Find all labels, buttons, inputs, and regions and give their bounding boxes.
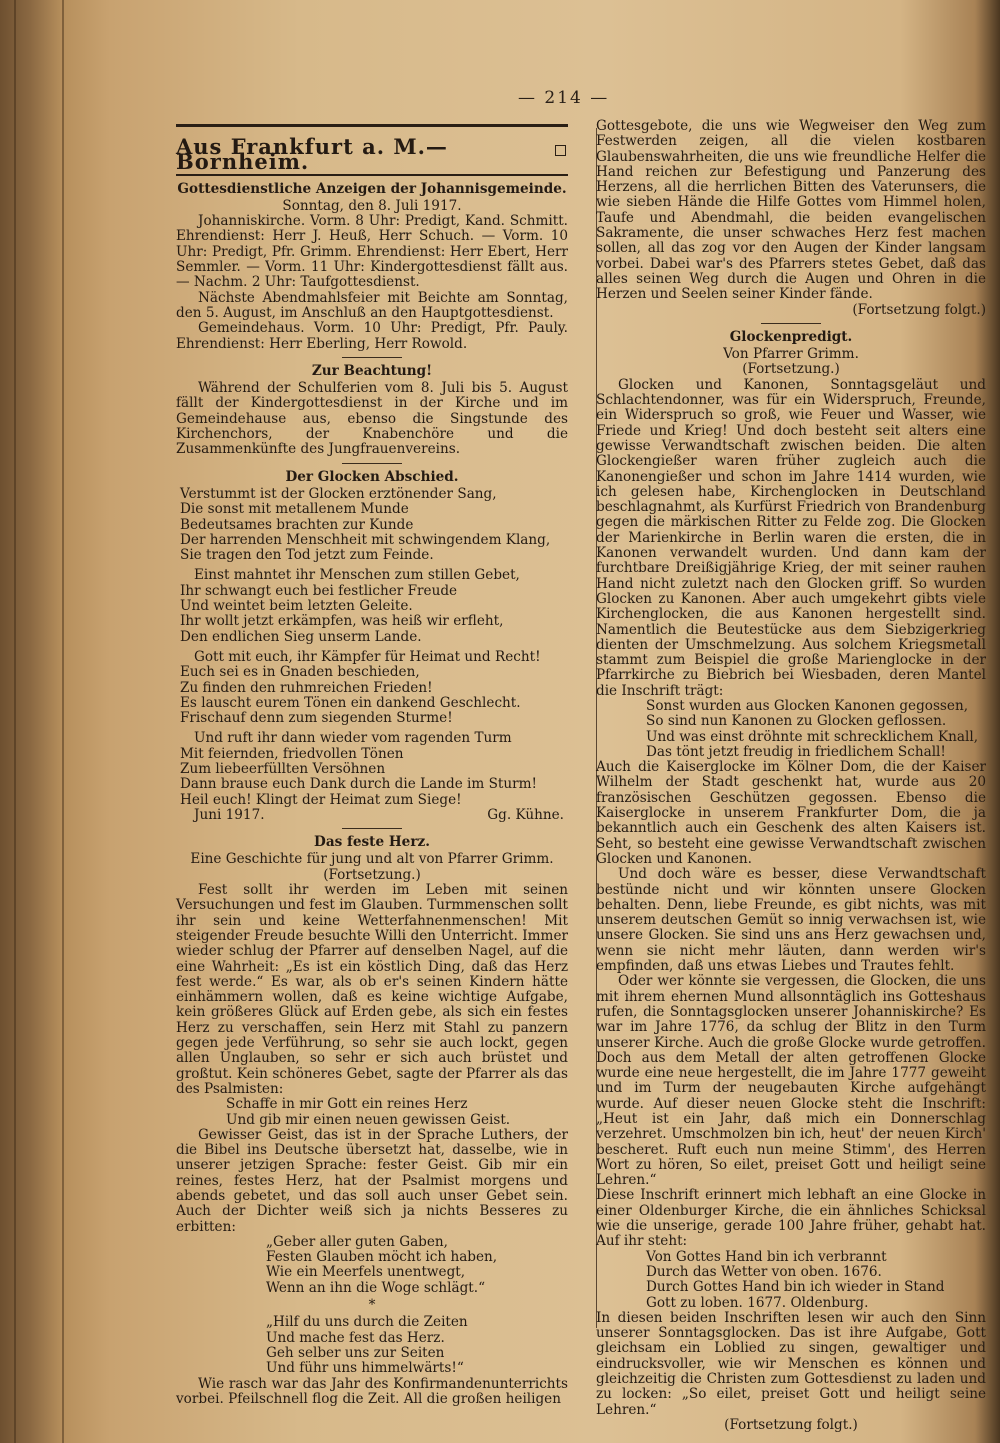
continuation-note: (Fortsetzung folgt.) bbox=[724, 1416, 858, 1433]
right-column bbox=[596, 119, 986, 1433]
quote-line: Und mache fest das Herz. bbox=[266, 1329, 445, 1346]
page bbox=[118, 40, 988, 1433]
quote-line: Sonst wurden aus Glocken Kanonen gegossen, bbox=[646, 697, 969, 714]
quote-line: Das tönt jetzt freudig in friedlichem Schall! bbox=[646, 743, 946, 760]
story-subtitle: Eine Geschichte für jung und alt von Pfarrer Grimm. bbox=[190, 851, 554, 868]
poem-line: Und ruft ihr dann wieder vom ragenden Turm bbox=[194, 730, 512, 747]
story-continuation: (Fortsetzung.) bbox=[323, 866, 421, 883]
separator bbox=[761, 323, 821, 324]
quote-line: Und was einst dröhnte mit schrecklichem Knall, bbox=[646, 728, 979, 745]
star-separator: * bbox=[368, 1297, 376, 1314]
poem-line: Verstummt ist der Glocken erztönender Sang, bbox=[180, 485, 497, 502]
quote-line: „Geber aller guten Gaben, bbox=[266, 1233, 449, 1250]
poem-stanza bbox=[176, 568, 568, 644]
section-title: Aus Frankfurt a. M.—Bornheim. bbox=[176, 139, 568, 170]
quote-line: Durch Gottes Hand bin ich wieder in Stand bbox=[646, 1279, 945, 1296]
poem-line: Den endlichen Sieg unserm Lande. bbox=[180, 628, 422, 645]
poem-line: Dann brause euch Dank durch die Lande im Sturm! bbox=[180, 776, 537, 793]
poem-stanza bbox=[176, 650, 568, 726]
sermon-paragraph: Diese Inschrift erinnert mich lebhaft an eine Glocke in einer Oldenburger Kirche, die ein ähnliches Schicksal wie die unserige, gerade 100 Jahre früher, gehabt hat. Auf ihr steht: bbox=[596, 1187, 986, 1250]
notice-abendmahl: Nächste Abendmahlsfeier mit Beichte am Sonntag, den 5. August, im Anschluß an den Hauptgottesdienst. bbox=[176, 289, 568, 321]
poem-line: Heil euch! Klingt der Heimat zum Siege! bbox=[180, 791, 462, 808]
quote-line: Festen Glauben möcht ich haben, bbox=[266, 1249, 498, 1266]
sermon-heading: Glockenpredigt. bbox=[729, 328, 853, 345]
sermon-paragraph: In diesen beiden Inschriften lesen wir auch den Sinn unserer Sonntagsglocken. Das ist ihre Aufgabe, Gott gleichsam ein Loblied zu singen, gewaltiger und eindrucksvoller, wie wir Menschen es können und gleichzeitig die Christen zum Gottesdienst zu laden und zu locken: „So eilet, preiset Gott und heiligt seine Lehren.“ bbox=[596, 1309, 986, 1418]
story-heading: Das feste Herz. bbox=[314, 834, 430, 851]
attention-text: Während der Schulferien vom 8. Juli bis 5. August fällt der Kindergottesdienst in der Kirche und im Gemeindehause aus, ebenso die Singstunde des Kirchenchors, der Knabenchöre und die Zusammenkünfte des Jungfrauenvereins. bbox=[176, 380, 568, 458]
quote-line: Und gib mir einen neuen gewissen Geist. bbox=[226, 1111, 511, 1128]
separator bbox=[342, 463, 402, 464]
quote-line: Durch das Wetter von oben. 1676. bbox=[646, 1263, 882, 1280]
binding-edge bbox=[62, 0, 64, 1443]
poem-line: Ihr wollt jetzt erkämpfen, was heiß wir erfleht, bbox=[180, 613, 504, 630]
quote-line: Gott zu loben. 1677. Oldenburg. bbox=[646, 1294, 869, 1311]
quote-line: „Hilf du uns durch die Zeiten bbox=[266, 1314, 468, 1331]
notices-heading: Gottesdienstliche Anzeigen der Johannisgemeinde. bbox=[177, 180, 567, 197]
left-column bbox=[176, 133, 568, 1407]
ornament-box-icon bbox=[555, 145, 566, 156]
quote-line: Wie ein Meerfels unentwegt, bbox=[266, 1264, 466, 1281]
separator bbox=[342, 357, 402, 358]
poem-line: Einst mahntet ihr Menschen zum stillen Gebet, bbox=[194, 567, 520, 584]
poem-line: Der harrenden Menschheit mit schwingendem Klang, bbox=[180, 531, 551, 548]
sermon-paragraph: Und doch wäre es besser, diese Verwandtschaft bestünde nicht und wir könnten unsere Glocken behalten. Denn, liebe Freunde, es gibt nichts, was mit unserem deutschen Gemüt so innig verwachsen ist, wie unsere Glocken. Sie sind uns ans Herz gewachsen und, wenn sie nicht mehr läuten, dann werden wir's empfinden, daß uns etwas Liebes und Trautes fehlt. bbox=[596, 866, 986, 975]
quote-line: Wenn an ihn die Woge schlägt.“ bbox=[266, 1279, 486, 1296]
quote-line: So sind nun Kanonen zu Glocken geflossen. bbox=[646, 713, 947, 730]
notice-gemeindehaus: Gemeindehaus. Vorm. 10 Uhr: Predigt, Pfr. Pauly. Ehrendienst: Herr Eberling, Herr Rowold. bbox=[176, 320, 568, 352]
poem-line: Sie tragen den Tod jetzt zum Feinde. bbox=[180, 547, 434, 564]
poem-signature bbox=[176, 808, 568, 823]
poem-line: Euch sei es in Gnaden beschieden, bbox=[180, 664, 420, 681]
quote-line: Von Gottes Hand bin ich verbrannt bbox=[646, 1248, 887, 1265]
poem-author: Gg. Kühne. bbox=[487, 806, 564, 823]
page-number: — 214 — bbox=[518, 88, 610, 108]
poem-line: Ihr schwangt euch bei festlicher Freude bbox=[180, 582, 458, 599]
story-paragraph: Gewisser Geist, das ist in der Sprache Luthers, der die Bibel ins Deutsche übersetzt hat, dasselbe, wie in unserer jetzigen Sprache: fester Geist. Gib mir ein reines, festes Herz, hat der Psalmist morgens und abends gebetet, und das soll auch unser Gebet sein. Auch der Dichter weiß sich ja nichts Besseres zu erbitten: bbox=[176, 1126, 568, 1235]
poem-stanza bbox=[176, 731, 568, 807]
poem-line: Zu finden den ruhmreichen Frieden! bbox=[180, 679, 433, 696]
poem-line: Die sonst mit metallenem Munde bbox=[180, 501, 409, 518]
notices-date: Sonntag, den 8. Juli 1917. bbox=[282, 197, 462, 214]
notice-johanniskirche: Johanniskirche. Vorm. 8 Uhr: Predigt, Kand. Schmitt. Ehrendienst: Herr J. Heuß, Herr Schuch. — Vorm. 10 Uhr: Predigt, Pfr. Grimm. Ehrendienst: Herr Ebert, Herr Semmler. — Vorm. 11 Uhr: Kindergottesdienst fällt aus. — Nachm. 2 Uhr: Taufgottesdienst. bbox=[176, 213, 568, 291]
quote-line: Und führ uns himmelwärts!“ bbox=[266, 1360, 464, 1377]
poem-stanza bbox=[176, 487, 568, 563]
poem-line: Mit feiernden, friedvollen Tönen bbox=[180, 745, 404, 762]
quote-line: Schaffe in mir Gott ein reines Herz bbox=[226, 1096, 468, 1113]
sermon-paragraph: Auch die Kaiserglocke im Kölner Dom, die der Kaiser Wilhelm der Stadt geschenkt hat, wurde aus 20 französischen Geschützen gegossen. Ebenso die Kaiserglocke in unserem Frankfurter Dom, die ja bekanntlich auch ein Geschenk des alten Kaisers ist. Seht, so besteht eine gewisse Verwandtschaft zwischen Glocken und Kanonen. bbox=[596, 759, 986, 867]
poem-date: Juni 1917. bbox=[194, 806, 265, 823]
poem-line: Zum liebeerfüllten Versöhnen bbox=[180, 760, 386, 777]
story-paragraph: Wie rasch war das Jahr des Konfirmandenunterrichts vorbei. Pfeilschnell flog die Zeit. All die großen heiligen bbox=[176, 1375, 568, 1407]
attention-heading: Zur Beachtung! bbox=[311, 362, 433, 379]
sermon-paragraph: Oder wer könnte sie vergessen, die Glocken, die uns mit ihrem ehernen Mund allsonntäglich ins Gotteshaus rufen, die Sonntagsglocken unserer Johanniskirche? Es war im Jahre 1776, da schlug der Blitz in den Turm unserer Kirche. Auch die große Glocke wurde getroffen. Doch aus dem Metall der alten getroffenen Glocke wurde eine neue hergestellt, die im Jahre 1777 geweiht und im Turm der neugebauten Kirche aufgehängt wurde. Auf dieser neuen Glocke steht die Inschrift: „Heut ist ein Jahr, daß mich ein Donnerschlag verzehret. Umschmolzen bin ich, heut' der neuen Kirch' bescheret. Ruft euch nun meine Stimm', des Herren Wort zu hören, So eilet, preiset Gott und heiligt seine Lehren.“ bbox=[596, 973, 986, 1189]
poem-line: Frischauf denn zum siegenden Sturme! bbox=[180, 710, 453, 727]
poem-line: Es lauscht eurem Tönen ein dankend Geschlecht. bbox=[180, 694, 521, 711]
poem-heading: Der Glocken Abschied. bbox=[285, 468, 459, 485]
continuation-note: (Fortsetzung folgt.) bbox=[852, 301, 986, 318]
sermon-continuation: (Fortsetzung.) bbox=[742, 361, 840, 378]
poem-line: Bedeutsames brachten zur Kunde bbox=[180, 516, 414, 533]
separator bbox=[342, 828, 402, 829]
poem-line: Gott mit euch, ihr Kämpfer für Heimat und Recht! bbox=[194, 648, 541, 665]
binding-edge bbox=[14, 0, 16, 1443]
quote-line: Geh selber uns zur Seiten bbox=[266, 1344, 445, 1361]
sermon-paragraph: Glocken und Kanonen, Sonntagsgeläut und Schlachtendonner, was für ein Widerspruch, Freunde, ein Widerspruch so groß, wie Feuer und Wasser, wie Friede und Krieg! Und doch besteht seit alters eine gewisse Verwandtschaft zwischen beiden. Die alten Glockengießer waren früher zugleich auch die Kanonengießer und schon im Jahre 1414 wurden, wie ich gelesen habe, Kirchenglocken in Deutschland beschlagnahmt, als Kurfürst Friedrich von Brandenburg gegen die märkischen Ritter zu Felde zog. Die Glocken der Marienkirche in Berlin waren die ersten, die in Kanonen verwandelt wurden. Und dann kam der furchtbare Dreißigjährige Krieg, der mit seiner rauhen Hand nicht zuletzt nach den Glocken griff. So wurden Glocken zu Kanonen. Aber auch umgekehrt gibts viele Kirchenglocken, die aus Kanonen hergestellt sind. Namentlich die Beutestücke aus dem Siebzigerkrieg dienten der Umschmelzung. Aus solchem Kriegsmetall stammt zum Beispiel die große Marienglocke in der Pfarrkirche zu Biebrich bei Wiesbaden, deren Mantel die Inschrift trägt: bbox=[596, 376, 986, 699]
story-paragraph: Fest sollt ihr werden im Leben mit seinen Versuchungen und fest im Glauben. Turmmenschen sollt ihr sein und keine Wetterfahnenmenschen! Mit steigender Freude besuchte Willi den Unterricht. Immer wieder schlug der Pfarrer auf denselben Nagel, auf die eine Wahrheit: „Es ist ein köstlich Ding, daß das Herz fest werde.“ Es war, als ob er's seinen Kindern hätte einhämmern wollen, daß es keine wichtige Aufgabe, kein größeres Glück auf Erden gebe, als sich ein festes Herz zu verschaffen, sein Herz mit Stahl zu panzern gegen jede Verführung, so sehr sie auch lockt, gegen allen Unglauben, so sehr er sich auch brüstet und großtut. Kein schöneres Gebet, sagte der Pfarrer als das des Psalmisten: bbox=[176, 882, 568, 1097]
story-continued-paragraph: Gottesgebote, die uns wie Wegweiser den Weg zum Festwerden zeigen, all die vielen kostbaren Glaubenswahrheiten, die uns wie freundliche Helfer die Hand reichen zur Befestigung und Panzerung des Herzens, all die herrlichen Bitten des Vaterunsers, die wie sieben Hände die Hilfe Gottes vom Himmel holen, Taufe und Abendmahl, die beiden evangelischen Sakramente, die unser schwaches Herz fest machen sollen, all das zog vor den Augen der Kinder langsam vorbei. Dabei war's des Pfarrers stetes Gebet, daß das alles seinen Weg durch die Augen und Ohren in die Herzen und Seelen seiner Kinder fände. bbox=[596, 118, 986, 303]
poem-line: Und weintet beim letzten Geleite. bbox=[180, 598, 413, 615]
sermon-author: Von Pfarrer Grimm. bbox=[723, 346, 859, 363]
top-rule bbox=[176, 124, 568, 127]
